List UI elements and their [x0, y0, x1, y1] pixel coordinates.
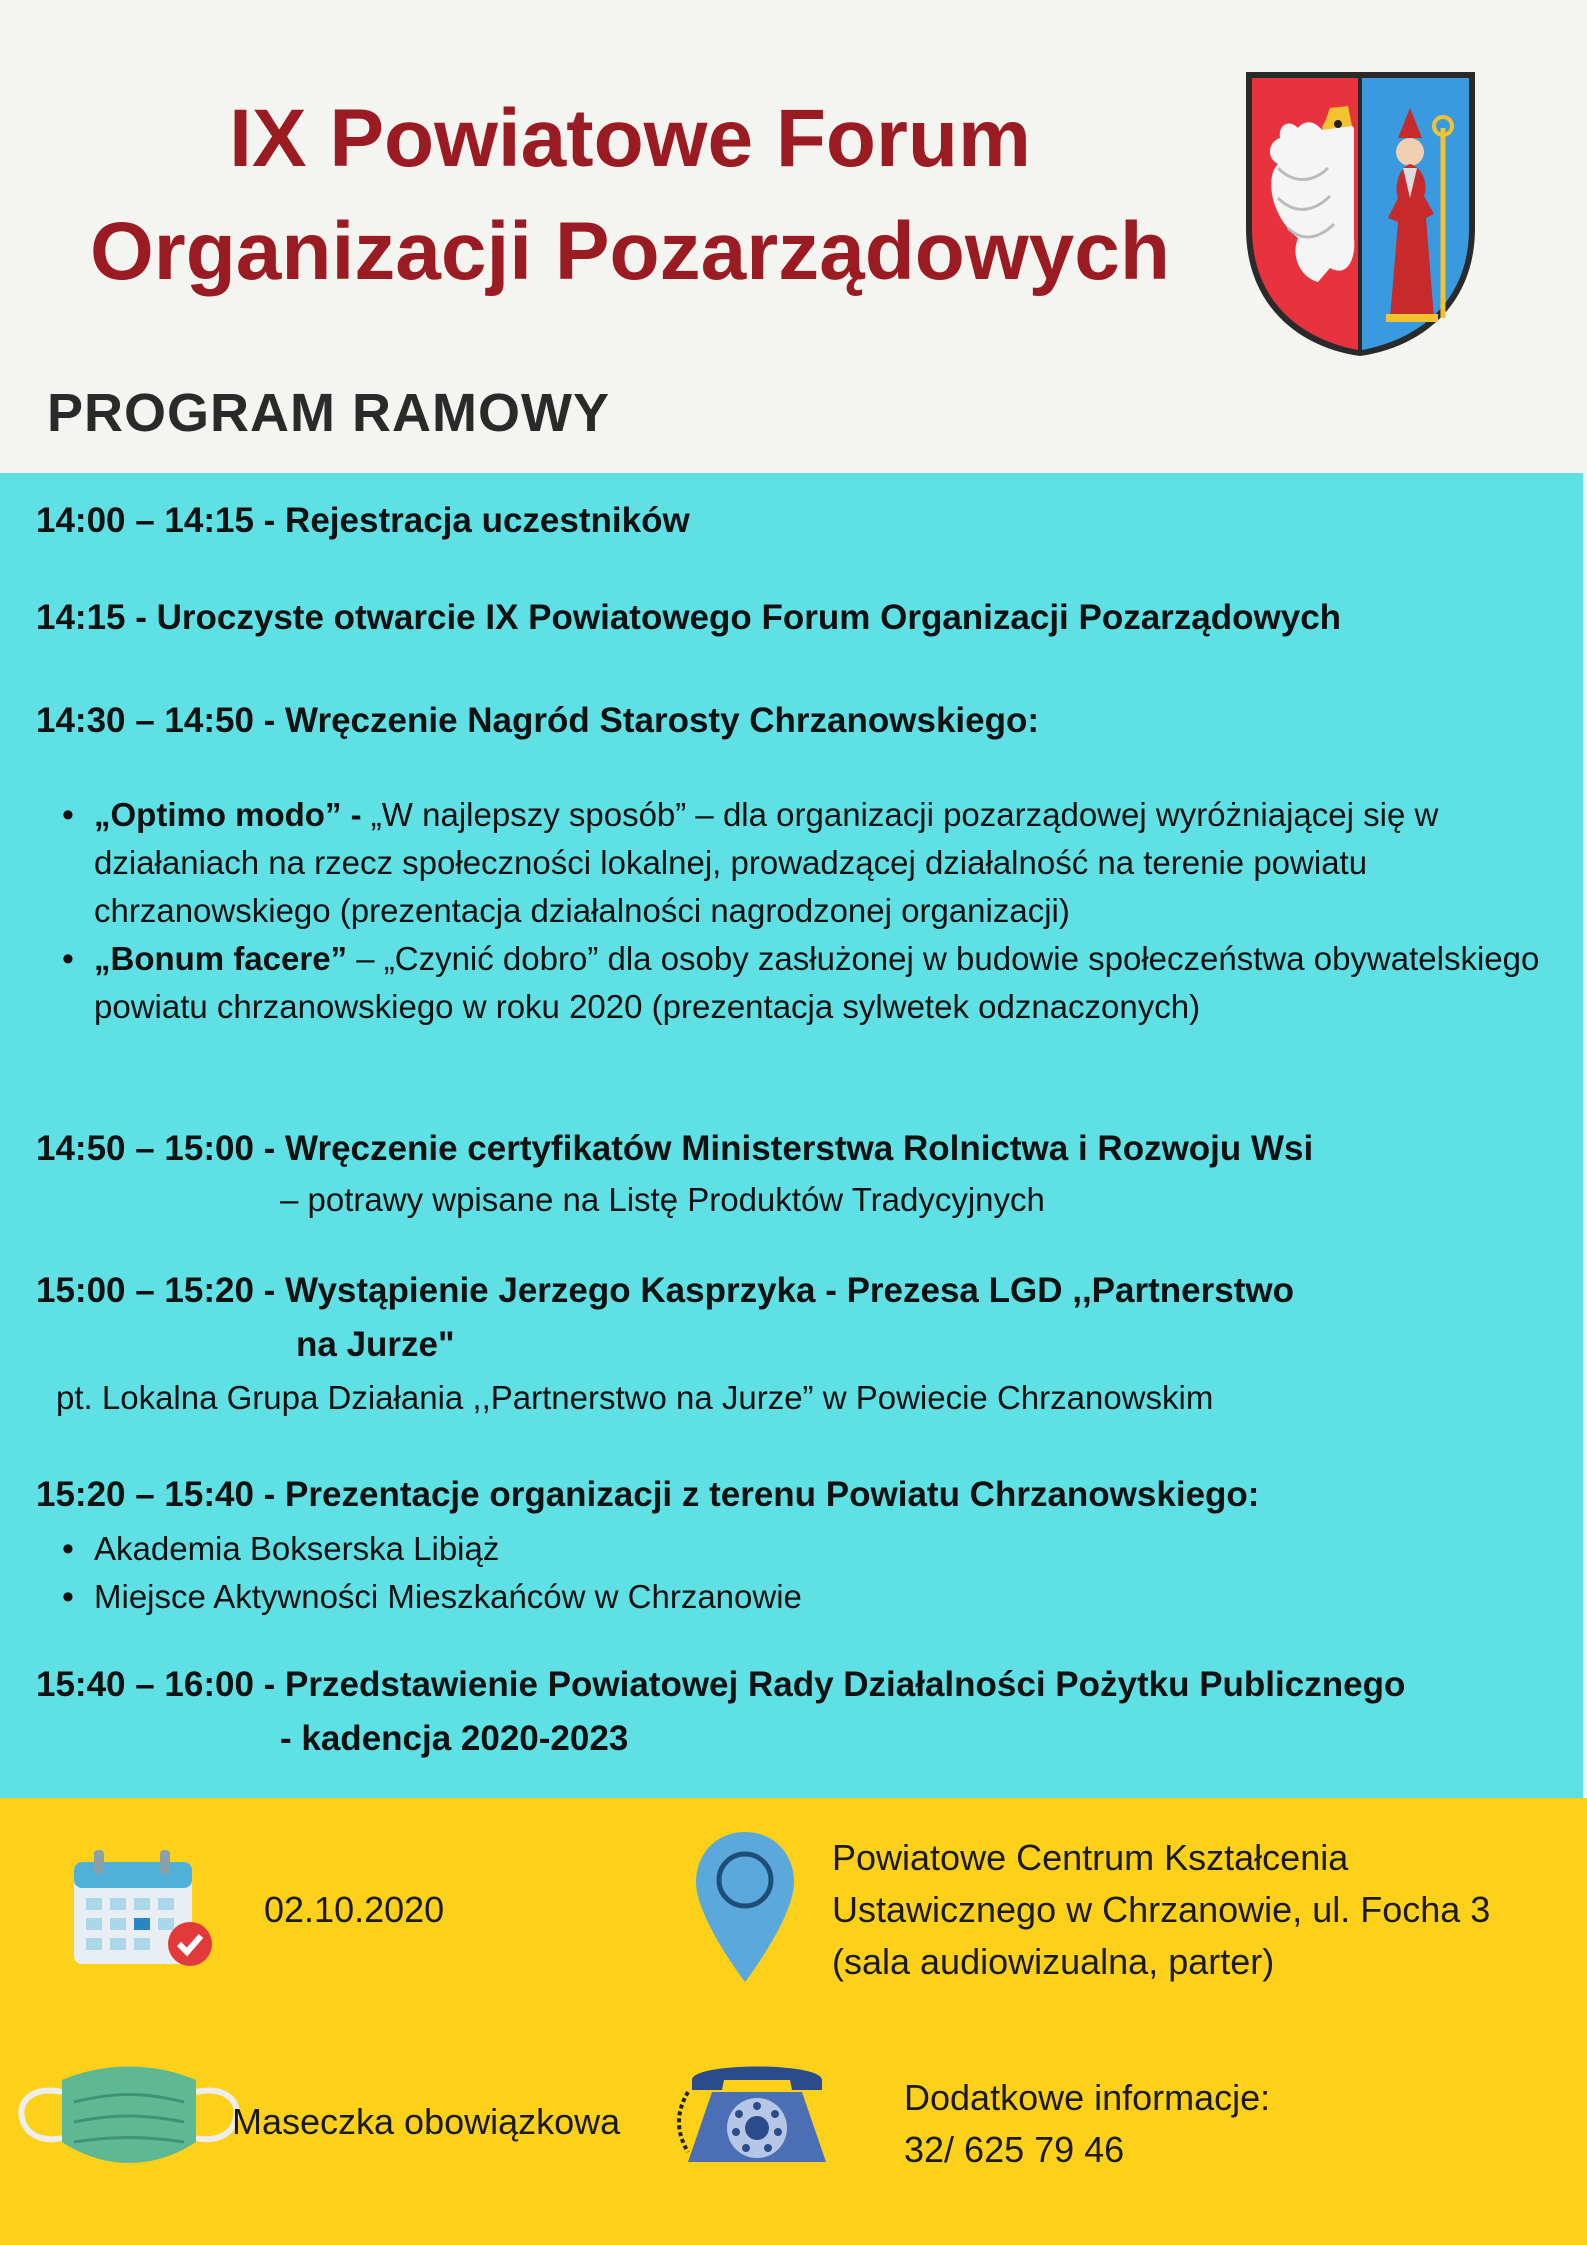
- award-2-name: „Bonum facere”: [94, 940, 348, 977]
- event-date: 02.10.2020: [264, 1889, 445, 1930]
- location-pin-icon: [692, 1828, 798, 1988]
- mask-required: Maseczka obowiązkowa: [232, 2101, 621, 2142]
- venue-line-3: (sala audiowizualna, parter): [832, 1941, 1275, 1982]
- event-opening: 14:15 - Uroczyste otwarcie IX Powiatowego Forum Organizacji Pozarządowych: [36, 598, 1342, 637]
- event-awards: 14:30 – 14:50 - Wręczenie Nagród Starosty Chrzanowskiego:: [36, 701, 1040, 740]
- crest-icon: [1238, 68, 1483, 360]
- org-1: Akademia Bokserska Libiąż: [94, 1530, 500, 1567]
- org-2: Miejsce Aktywności Mieszkańców w Chrzanowie: [94, 1578, 802, 1615]
- award-2-description: – „Czynić dobro” dla osoby zasłużonej w budowie społeczeństwa obywatelskiego powiatu chrzanowskiego w roku 2020 (prezentacja sylwetek odznaczonych): [94, 940, 1540, 1025]
- bullet-icon: •: [62, 796, 74, 834]
- venue-line-1: Powiatowe Centrum Kształcenia: [832, 1837, 1349, 1878]
- page-title: [40, 82, 1220, 308]
- award-1-description: „W najlepszy sposób” – dla organizacji pozarządowej wyróżniającej się w działaniach na rzecz społeczności lokalnej, prowadzącej działalność na terenie powiatu chrzanowskiego (prezentacja działalności nagrodzonej organizacji): [94, 796, 1439, 929]
- title-line-2: Organizacji Pozarządowych: [90, 206, 1170, 297]
- event-council: 15:40 – 16:00 - Przedstawienie Powiatowej Rady Działalności Pożytku Publicznego: [36, 1665, 1406, 1704]
- contact-phone: 32/ 625 79 46: [904, 2129, 1125, 2170]
- program-section: [0, 473, 1583, 1798]
- telephone-icon: [672, 2052, 842, 2170]
- bullet-icon: •: [62, 940, 74, 978]
- event-speech-detail: pt. Lokalna Grupa Działania ,,Partnerstwo na Jurze” w Powiecie Chrzanowskim: [56, 1379, 1214, 1416]
- title-line-1: IX Powiatowe Forum: [229, 93, 1031, 184]
- header: [0, 0, 1587, 473]
- event-certificates-detail: – potrawy wpisane na Listę Produktów Tradycyjnych: [280, 1181, 1045, 1218]
- contact-label: Dodatkowe informacje:: [904, 2077, 1271, 2118]
- event-certificates: 14:50 – 15:00 - Wręczenie certyfikatów Ministerstwa Rolnictwa i Rozwoju Wsi: [36, 1129, 1314, 1168]
- program-heading: PROGRAM RAMOWY: [47, 383, 610, 443]
- event-speech-cont: na Jurze": [296, 1325, 455, 1364]
- calendar-icon: [72, 1848, 216, 1972]
- face-mask-icon: [14, 2052, 244, 2172]
- bullet-icon: •: [62, 1530, 74, 1568]
- bullet-icon: •: [62, 1578, 74, 1616]
- event-speech: 15:00 – 15:20 - Wystąpienie Jerzego Kasprzyka - Prezesa LGD ,,Partnerstwo: [36, 1271, 1294, 1310]
- info-section: [0, 1798, 1587, 2245]
- event-council-cont: - kadencja 2020-2023: [280, 1719, 629, 1758]
- event-registration: 14:00 – 14:15 - Rejestracja uczestników: [36, 501, 690, 540]
- venue-line-2: Ustawicznego w Chrzanowie, ul. Focha 3: [832, 1889, 1491, 1930]
- award-1-name: „Optimo modo” -: [94, 796, 362, 833]
- event-presentations: 15:20 – 15:40 - Prezentacje organizacji z terenu Powiatu Chrzanowskiego:: [36, 1475, 1260, 1514]
